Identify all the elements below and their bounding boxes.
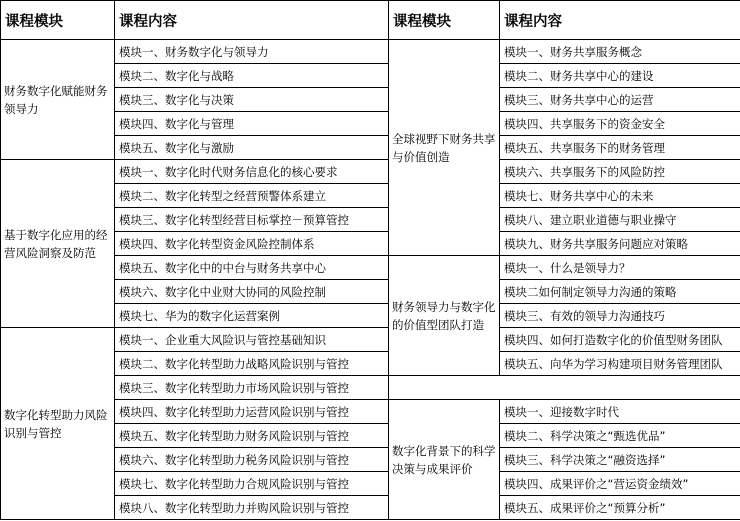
header-content-right: 课程内容	[500, 1, 740, 40]
content-cell: 模块五、共享服务下的财务管理	[500, 136, 740, 160]
content-cell: 模块一、迎接数字时代	[500, 400, 740, 424]
content-cell: 模块三、财务共享中心的运营	[500, 88, 740, 112]
content-cell: 模块一、财务共享服务概念	[500, 40, 740, 64]
content-cell: 模块五、向华为学习构建项目财务管理团队	[500, 352, 740, 376]
content-cell: 模块四、数字化转型助力运营风险识别与管控	[115, 400, 389, 424]
content-cell: 模块四、数字化与管理	[115, 112, 389, 136]
content-cell: 模块六、数字化转型助力税务风险识别与管控	[115, 448, 389, 472]
content-cell: 模块三、科学决策之“融资选择”	[500, 448, 740, 472]
module-cell: 财务领导力与数字化的价值型团队打造	[389, 256, 500, 376]
content-cell: 模块二、财务共享中心的建设	[500, 64, 740, 88]
header-content-left: 课程内容	[115, 1, 389, 40]
content-cell: 模块一、什么是领导力？	[500, 256, 740, 280]
content-cell: 模块四、共享服务下的资金安全	[500, 112, 740, 136]
content-cell: 模块七、财务共享中心的未来	[500, 184, 740, 208]
module-cell: 数字化背景下的科学决策与成果评价	[389, 400, 500, 520]
content-cell: 模块六、数字化中业财大协同的风险控制	[115, 280, 389, 304]
table-header-row	[1, 1, 740, 40]
table-row	[1, 328, 740, 352]
module-cell: 基于数字化应用的经营风险洞察及防范	[1, 160, 115, 328]
content-cell: 模块七、数字化转型助力合规风险识别与管控	[115, 472, 389, 496]
header-module-right: 课程模块	[389, 1, 500, 40]
content-cell: 模块九、财务共享服务问题应对策略	[500, 232, 740, 256]
content-cell: 模块八、建立职业道德与职业操守	[500, 208, 740, 232]
content-cell: 模块五、数字化中的中台与财务共享中心	[115, 256, 389, 280]
content-cell: 模块五、成果评价之“预算分析”	[500, 496, 740, 520]
content-cell: 模块三、有效的领导力沟通技巧	[500, 304, 740, 328]
table-row	[1, 40, 740, 64]
content-cell: 模块一、数字化时代财务信息化的核心要求	[115, 160, 389, 184]
content-cell: 模块一、企业重大风险识与管控基础知识	[115, 328, 389, 352]
content-cell: 模块七、华为的数字化运营案例	[115, 304, 389, 328]
content-cell: 模块三、数字化转型经营目标掌控－预算管控	[115, 208, 389, 232]
module-cell: 财务数字化赋能财务领导力	[1, 40, 115, 160]
content-cell: 模块六、共享服务下的风险防控	[500, 160, 740, 184]
content-cell: 模块二、数字化与战略	[115, 64, 389, 88]
content-cell: 模块八、数字化转型助力并购风险识别与管控	[115, 496, 389, 520]
content-cell: 模块四、成果评价之“营运资金绩效”	[500, 472, 740, 496]
content-cell: 模块四、如何打造数字化的价值型财务团队	[500, 328, 740, 352]
module-cell: 数字化转型助力风险识别与管控	[1, 328, 115, 520]
content-cell: 模块二如何制定领导力沟通的策略	[500, 280, 740, 304]
content-cell: 模块一、财务数字化与领导力	[115, 40, 389, 64]
content-cell: 模块四、数字化转型资金风险控制体系	[115, 232, 389, 256]
content-cell: 模块三、数字化转型助力市场风险识别与管控	[115, 376, 389, 400]
content-cell: 模块五、数字化与激励	[115, 136, 389, 160]
content-cell: 模块二、数字化转型之经营预警体系建立	[115, 184, 389, 208]
module-cell: 全球视野下财务共享与价值创造	[389, 40, 500, 256]
content-cell: 模块二、科学决策之“甄选优品”	[500, 424, 740, 448]
table-row	[1, 160, 740, 184]
empty-cell	[389, 376, 740, 400]
content-cell: 模块五、数字化转型助力财务风险识别与管控	[115, 424, 389, 448]
content-cell: 模块三、数字化与决策	[115, 88, 389, 112]
content-cell: 模块二、数字化转型助力战略风险识别与管控	[115, 352, 389, 376]
header-module-left: 课程模块	[1, 1, 115, 40]
